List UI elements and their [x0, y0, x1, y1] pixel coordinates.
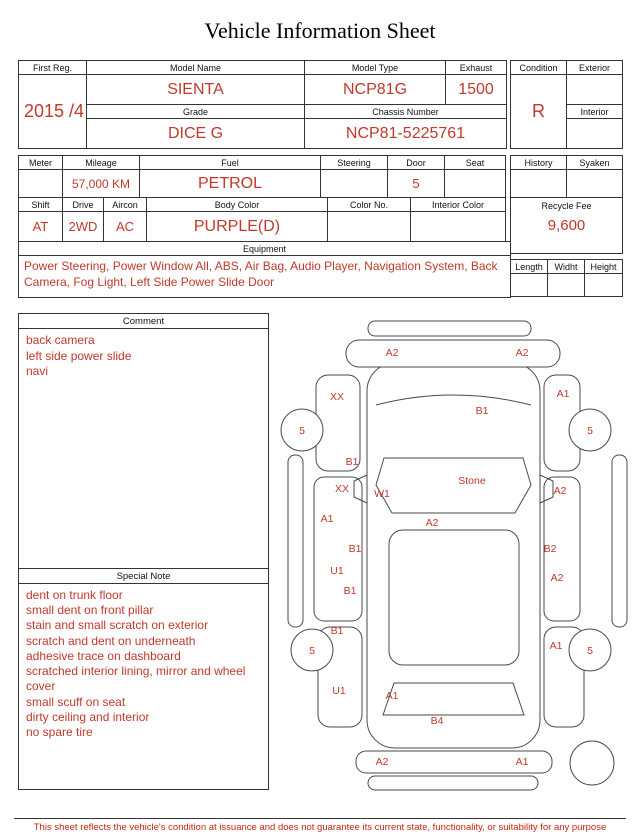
- history-box: [510, 155, 623, 198]
- shift-label: Shift: [18, 197, 63, 212]
- history-label: History: [510, 155, 567, 170]
- vehicle-damage-diagram: [272, 315, 634, 793]
- body-color-value: PURPLE(D): [146, 211, 328, 242]
- comment-header: Comment: [19, 314, 268, 329]
- condition-value: R: [510, 74, 567, 149]
- interior-value: [566, 118, 623, 149]
- damage-label: Stone: [458, 475, 486, 487]
- damage-label: XX: [329, 391, 345, 403]
- exterior-label: Exterior: [566, 60, 623, 75]
- first-reg-label: First Reg.: [18, 60, 87, 75]
- drive-label: Drive: [62, 197, 104, 212]
- damage-label: B2: [543, 543, 557, 555]
- fuel-value: PETROL: [139, 169, 321, 198]
- door-value: 5: [387, 169, 445, 198]
- height-label: Height: [584, 259, 623, 274]
- special-note-box: [18, 568, 269, 790]
- damage-label: XX: [334, 483, 350, 495]
- wheel-grade-label: 5: [299, 425, 305, 437]
- wheel-grade-label: 5: [309, 645, 315, 657]
- comment-body: [19, 329, 268, 384]
- comment-box: [18, 313, 269, 569]
- grade-value: DICE G: [86, 118, 305, 149]
- damage-label: B1: [475, 405, 489, 417]
- history-value: [510, 169, 567, 198]
- syaken-value: [566, 169, 623, 198]
- model-name-value: SIENTA: [86, 74, 305, 105]
- comment-item: left side power slide: [26, 348, 132, 363]
- damage-label: B1: [343, 585, 357, 597]
- meter-value: [18, 169, 63, 198]
- equipment-value: Power Steering, Power Window All, ABS, Air Bag, Audio Player, Navigation System, Back Camera, Fog Light, Left Side Power Slide Door: [18, 255, 511, 298]
- drive-value: 2WD: [62, 211, 104, 242]
- recycle-fee-label: Recycle Fee: [541, 201, 592, 211]
- condition-table: [510, 60, 623, 149]
- special-note-item: adhesive trace on dashboard: [26, 648, 181, 663]
- syaken-label: Syaken: [566, 155, 623, 170]
- damage-label: B1: [348, 543, 362, 555]
- equipment-label: Equipment: [18, 241, 511, 256]
- condition-label: Condition: [510, 60, 567, 75]
- special-note-header: Special Note: [19, 569, 268, 584]
- steering-label: Steering: [320, 155, 388, 170]
- damage-label: A2: [515, 347, 529, 359]
- door-label: Door: [387, 155, 445, 170]
- seat-value: [444, 169, 506, 198]
- specs-table: [18, 155, 511, 298]
- special-note-item: small dent on front pillar: [26, 603, 154, 618]
- damage-label: U1: [332, 685, 346, 697]
- footer-disclaimer: This sheet reflects the vehicle's condition at issuance and does not guarantee its current state, functionality, or suitability for any purpose: [33, 822, 607, 833]
- front-bumper-upper: [368, 321, 531, 336]
- registration-table: [18, 60, 507, 149]
- aircon-value: AC: [103, 211, 147, 242]
- mileage-value: 57,000 KM: [62, 169, 140, 198]
- special-note-item: dirty ceiling and interior: [26, 709, 150, 724]
- special-note-item: stain and small scratch on exterior: [26, 618, 209, 633]
- exhaust-value: 1500: [445, 74, 507, 105]
- seat-label: Seat: [444, 155, 506, 170]
- shift-value: AT: [18, 211, 63, 242]
- dimensions-box: [510, 259, 623, 297]
- damage-label: A1: [320, 513, 334, 525]
- damage-label: A2: [550, 572, 564, 584]
- damage-label: B1: [330, 625, 344, 637]
- footer-divider: [14, 818, 626, 819]
- height-value: [584, 273, 623, 297]
- fuel-label: Fuel: [139, 155, 321, 170]
- length-value: [510, 273, 548, 297]
- special-note-item: scratched interior lining, mirror and wheel cover: [26, 664, 246, 694]
- side-skirt-left: [288, 455, 303, 627]
- width-value: [547, 273, 585, 297]
- interior-label: Interior: [566, 104, 623, 119]
- comment-item: navi: [26, 364, 49, 379]
- damage-label: A1: [515, 756, 529, 768]
- wheel-grade-label: 5: [587, 645, 593, 657]
- exhaust-label: Exhaust: [445, 60, 507, 75]
- comment-item: back camera: [26, 333, 95, 347]
- damage-label: A2: [385, 347, 399, 359]
- damage-label: A2: [425, 517, 439, 529]
- mileage-label: Mileage: [62, 155, 140, 170]
- special-note-body: [19, 584, 268, 744]
- damage-label: A2: [375, 756, 389, 768]
- length-label: Length: [510, 259, 548, 274]
- chassis-label: Chassis Number: [304, 104, 507, 119]
- damage-label: B4: [430, 715, 444, 727]
- meter-label: Meter: [18, 155, 63, 170]
- aircon-label: Aircon: [103, 197, 147, 212]
- damage-label: U1: [330, 565, 344, 577]
- chassis-value: NCP81-5225761: [304, 118, 507, 149]
- steering-value: [320, 169, 388, 198]
- damage-label: A1: [385, 690, 399, 702]
- damage-label: A2: [553, 485, 567, 497]
- damage-label: A1: [549, 640, 563, 652]
- side-skirt-right: [612, 455, 627, 627]
- width-label: Widht: [547, 259, 585, 274]
- damage-label: W1: [374, 488, 390, 500]
- page-title: Vehicle Information Sheet: [204, 18, 436, 43]
- recycle-fee-value: 9,600: [547, 217, 586, 234]
- interior-color-label: Interior Color: [410, 197, 506, 212]
- special-note-item: scratch and dent on underneath: [26, 633, 196, 648]
- damage-label: B1: [345, 456, 359, 468]
- body-color-label: Body Color: [146, 197, 328, 212]
- exterior-value: [566, 74, 623, 105]
- color-no-value: [327, 211, 411, 242]
- special-note-item: no spare tire: [26, 725, 93, 740]
- special-note-item: small scuff on seat: [26, 694, 126, 709]
- interior-color-value: [410, 211, 506, 242]
- model-type-label: Model Type: [304, 60, 446, 75]
- damage-label: A1: [556, 388, 570, 400]
- model-name-label: Model Name: [86, 60, 305, 75]
- color-no-label: Color No.: [327, 197, 411, 212]
- model-type-value: NCP81G: [304, 74, 446, 105]
- spare-tire-circle: [570, 741, 614, 785]
- first-reg-value: 2015 /4: [18, 74, 87, 149]
- wheel-grade-label: 5: [587, 425, 593, 437]
- grade-label: Grade: [86, 104, 305, 119]
- recycle-fee-box: [510, 197, 623, 254]
- special-note-item: dent on trunk floor: [26, 588, 123, 602]
- rear-bumper-lower: [368, 776, 538, 790]
